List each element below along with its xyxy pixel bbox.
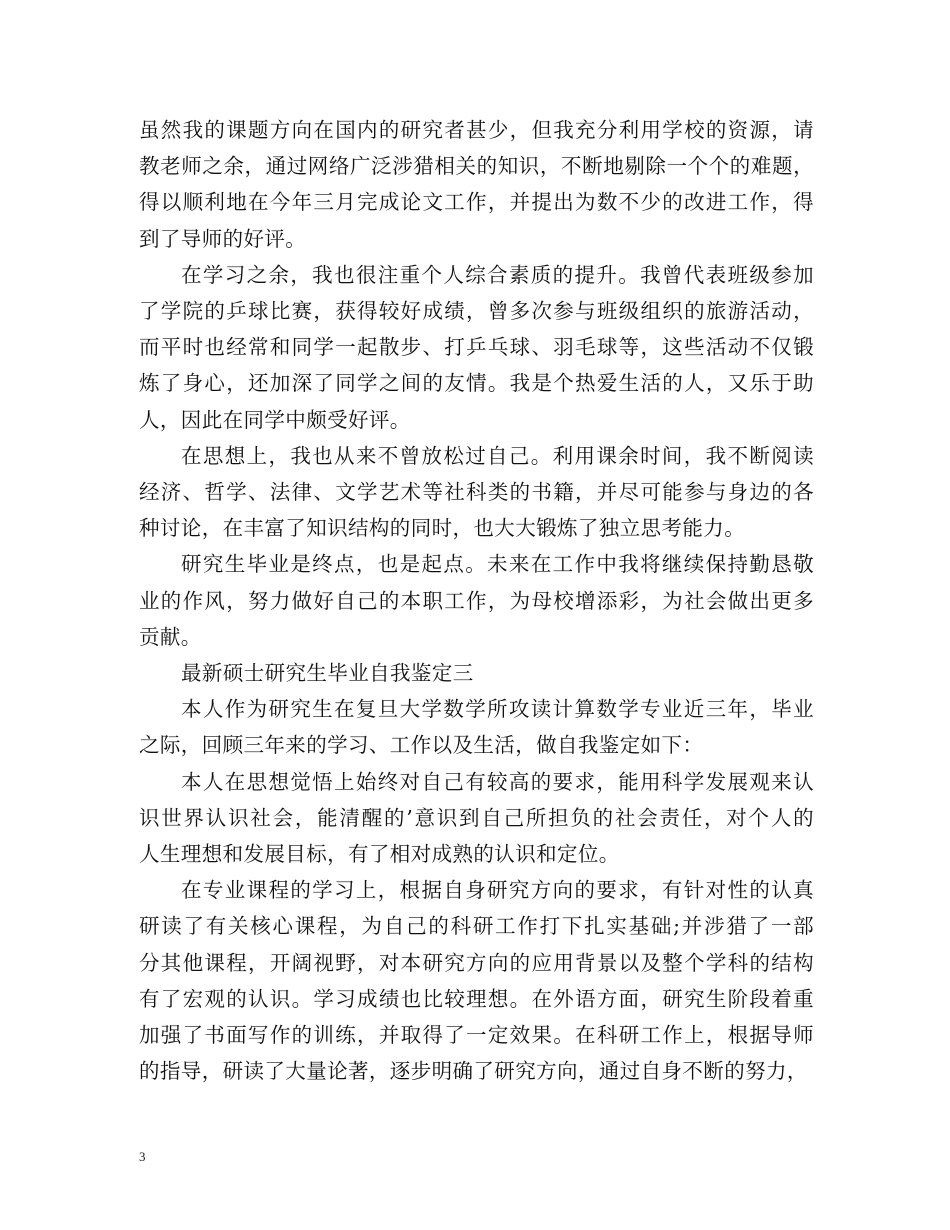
text-line: 到了导师的好评。 bbox=[139, 226, 307, 251]
text-line: 加强了书面写作的训练，并取得了一定效果。在科研工作上，根据导师 bbox=[139, 1023, 814, 1048]
text-line: 经济、哲学、法律、文学艺术等社科类的书籍，并尽可能参与身边的各 bbox=[139, 480, 814, 505]
text-line: 之际，回顾三年来的学习、工作以及生活，做自我鉴定如下： bbox=[139, 733, 704, 758]
text-line: 在思想上，我也从来不曾放松过自己。利用课余时间，我不断阅读 bbox=[181, 443, 814, 468]
paragraph bbox=[139, 764, 814, 873]
paragraph bbox=[139, 546, 814, 655]
text-line: 分其他课程，开阔视野，对本研究方向的应用背景以及整个学科的结构 bbox=[139, 950, 814, 975]
text-line: 有了宏观的认识。学习成绩也比较理想。在外语方面，研究生阶段着重 bbox=[139, 986, 814, 1011]
text-line: 研究生毕业是终点，也是起点。未来在工作中我将继续保持勤恳敬 bbox=[181, 552, 814, 577]
text-line: 在专业课程的学习上，根据自身研究方向的要求，有针对性的认真 bbox=[181, 878, 814, 903]
paragraph bbox=[139, 112, 814, 257]
text-line: 研读了有关核心课程，为自己的科研工作打下扎实基础;并涉猎了一部 bbox=[139, 914, 814, 939]
text-line: 贡献。 bbox=[139, 624, 202, 649]
paragraph bbox=[139, 655, 814, 691]
text-line: 最新硕士研究生毕业自我鉴定三 bbox=[181, 661, 474, 686]
paragraph bbox=[139, 438, 814, 547]
text-line: 人生理想和发展目标，有了相对成熟的认识和定位。 bbox=[139, 842, 620, 867]
document-body bbox=[139, 112, 814, 1089]
text-line: 的指导，研读了大量论著，逐步明确了研究方向，通过自身不断的努力， bbox=[139, 1059, 808, 1084]
text-line: 在学习之余，我也很注重个人综合素质的提升。我曾代表班级参加 bbox=[181, 262, 814, 287]
paragraph bbox=[139, 691, 814, 763]
text-line: 了学院的乒球比赛，获得较好成绩，曾多次参与班级组织的旅游活动， bbox=[139, 299, 814, 324]
paragraph bbox=[139, 257, 814, 438]
text-line: 业的作风，努力做好自己的本职工作，为母校增添彩，为社会做出更多 bbox=[139, 588, 814, 613]
text-line: 教老师之余，通过网络广泛涉猎相关的知识，不断地剔除一个个的难题， bbox=[139, 154, 814, 179]
text-line: 本人在思想觉悟上始终对自己有较高的要求，能用科学发展观来认 bbox=[181, 769, 814, 794]
text-line: 识世界认识社会，能清醒的’意识到自己所担负的社会责任，对个人的 bbox=[139, 805, 814, 830]
text-line: 炼了身心，还加深了同学之间的友情。我是个热爱生活的人，又乐于助 bbox=[139, 371, 814, 396]
text-line: 得以顺利地在今年三月完成论文工作，并提出为数不少的改进工作，得 bbox=[139, 190, 814, 215]
text-line: 虽然我的课题方向在国内的研究者甚少，但我充分利用学校的资源，请 bbox=[139, 118, 814, 142]
text-line: 种讨论，在丰富了知识结构的同时，也大大锻炼了独立思考能力。 bbox=[139, 516, 746, 541]
page-number: 3 bbox=[139, 1149, 146, 1164]
text-line: 本人作为研究生在复旦大学数学所攻读计算数学专业近三年，毕业 bbox=[181, 697, 814, 722]
text-line: 而平时也经常和同学一起散步、打乒乓球、羽毛球等，这些活动不仅锻 bbox=[139, 335, 814, 360]
text-line: 人，因此在同学中颇受好评。 bbox=[139, 407, 411, 432]
paragraph bbox=[139, 872, 814, 1089]
